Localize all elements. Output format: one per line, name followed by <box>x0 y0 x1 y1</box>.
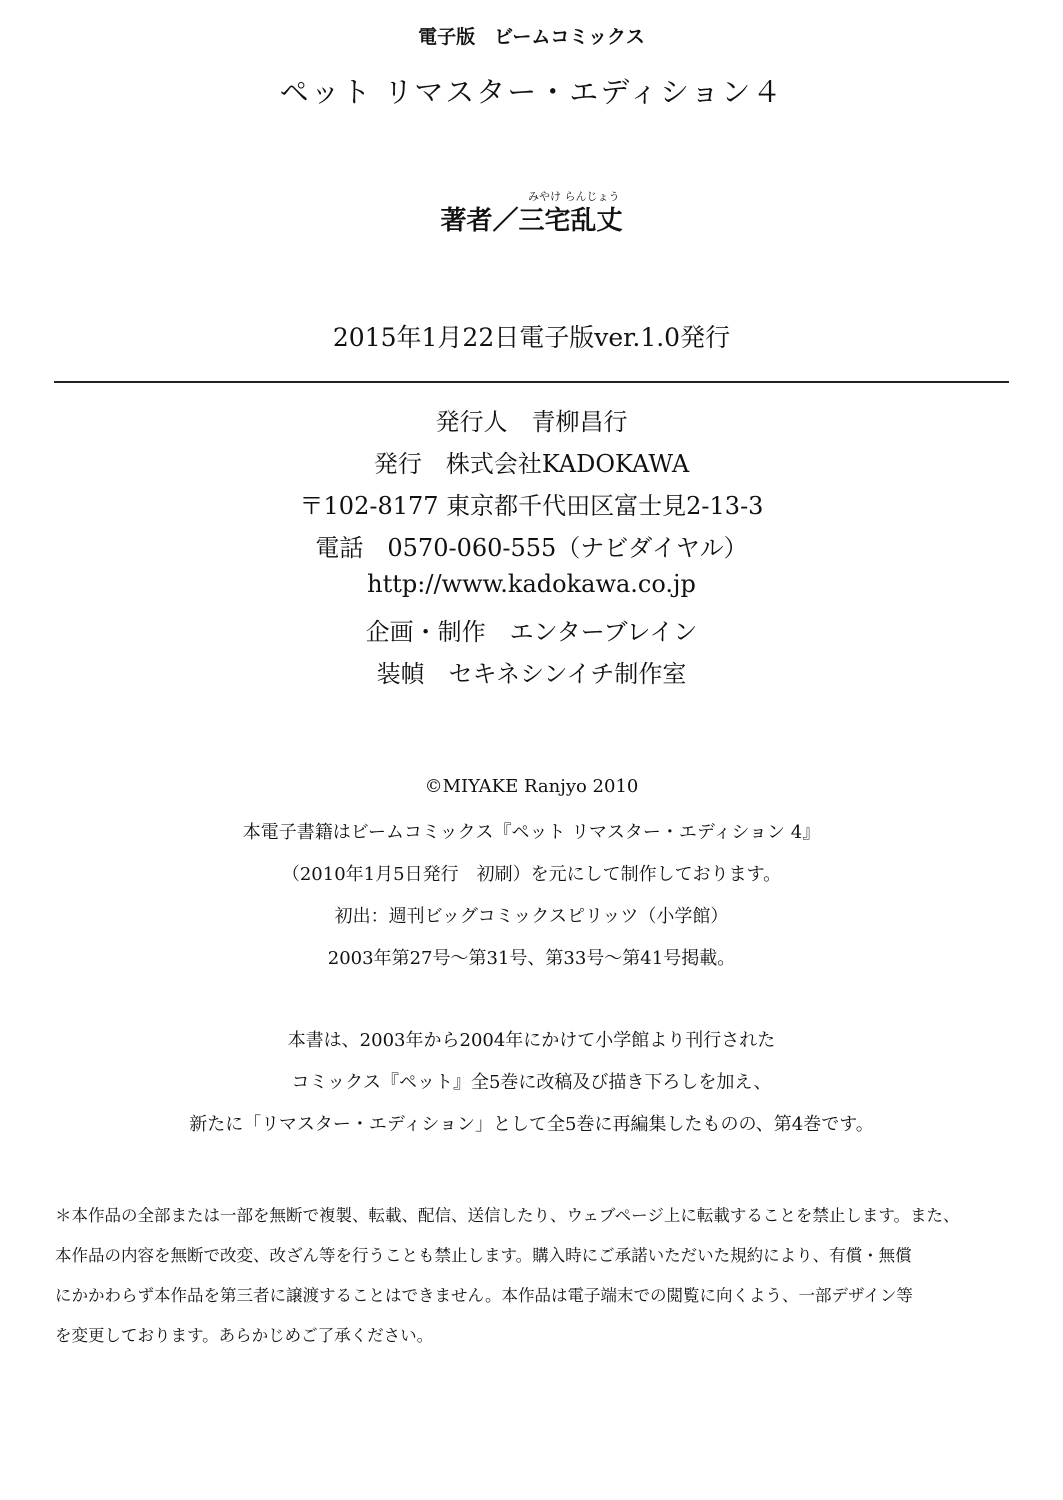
publisher-person-line: 発行人 青柳昌行 <box>435 408 628 436</box>
planning-line: 企画・制作 エンターブレイン <box>365 618 698 646</box>
source-note-line: 本電子書籍はビームコミックス『ペット リマスター・エディション 4』 <box>242 822 821 843</box>
source-date-line: （2010年1月5日発行 初刷）を元にして制作しております。 <box>281 864 782 885</box>
serialization-line: 2003年第27号〜第31号、第33号〜第41号掲載。 <box>327 948 736 969</box>
first-appearance-line: 初出：週刊ビッグコミックスピリッツ（小学館） <box>334 906 729 927</box>
edition-label: 電子版 ビームコミックス <box>418 26 645 48</box>
author-furigana: みやけ らんじょう <box>528 190 620 203</box>
disclaimer-line: 本作品の内容を無断で改変、改ざん等を行うことも禁止します。購入時にご承諾いただいた規約により、有償・無償 <box>55 1246 912 1265</box>
remaster-note-line: 新たに「リマスター・エディション」として全5巻に再編集したものの、第4巻です。 <box>189 1114 874 1135</box>
remaster-note-line: コミックス『ペット』全5巻に改稿及び描き下ろしを加え、 <box>291 1072 772 1093</box>
divider-rule <box>54 381 1009 383</box>
address-line: 〒102-8177 東京都千代田区富士見2-13-3 <box>299 492 764 520</box>
remaster-note-line: 本書は、2003年から2004年にかけて小学館より刊行された <box>287 1030 776 1051</box>
author-line: 著者／三宅乱丈 <box>440 206 623 236</box>
disclaimer-block <box>55 1196 1015 1356</box>
publisher-company-line: 発行 株式会社KADOKAWA <box>373 450 690 478</box>
disclaimer-line: にかかわらず本作品を第三者に譲渡することはできません。本作品は電子端末での閲覧に向くよう、一部デザイン等 <box>55 1286 913 1305</box>
disclaimer-line: ＊本作品の全部または一部を無断で複製、転載、配信、送信したり、ウェブページ上に転載することを禁止します。また、 <box>55 1206 960 1225</box>
publication-date: 2015年1月22日電子版ver.1.0発行 <box>332 323 731 352</box>
phone-line: 電話 0570-060-555（ナビダイヤル） <box>315 534 748 562</box>
copyright-line: ©MIYAKE Ranjyo 2010 <box>424 776 639 797</box>
website-link[interactable]: http://www.kadokawa.co.jp <box>367 570 696 598</box>
design-line: 装幀 セキネシンイチ制作室 <box>376 660 687 688</box>
disclaimer-line: を変更しております。あらかじめご了承ください。 <box>55 1326 434 1345</box>
book-title: ペット リマスター・エディション４ <box>279 75 784 109</box>
